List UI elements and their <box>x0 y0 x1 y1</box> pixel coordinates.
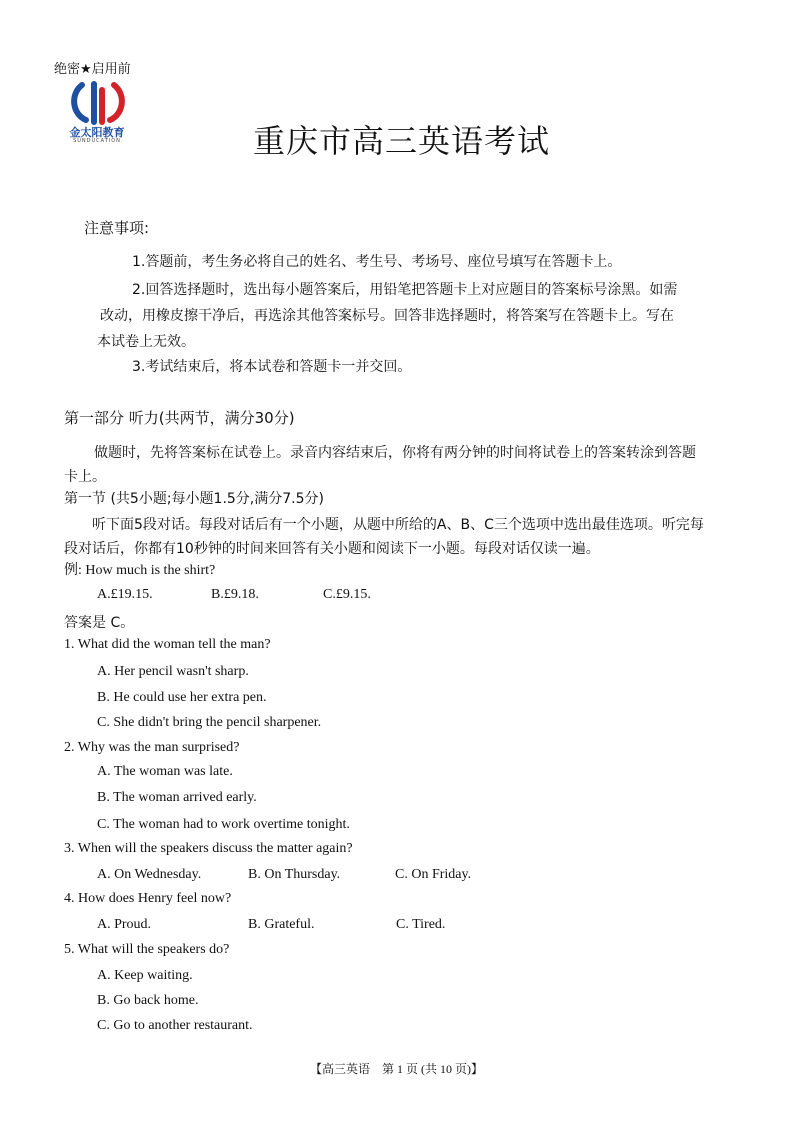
notice-item-1: 1.答题前，考生务必将自己的姓名、考生号、考场号、座位号填写在答题卡上。 <box>132 254 622 270</box>
example-option-a: A.£19.15. <box>97 587 153 602</box>
confidential-label: 绝密★启用前 <box>54 62 131 77</box>
page-footer: 【高三英语 第 1 页 (共 10 页)】 <box>310 1062 483 1076</box>
question-3: 3. When will the speakers discuss the matter again? <box>64 841 353 856</box>
question-4-option-a: A. Proud. <box>97 917 152 932</box>
logo-subtitle: SUNDUCATION <box>73 138 121 144</box>
example-option-b: B.£9.18. <box>211 587 259 602</box>
question-3-option-c: C. On Friday. <box>395 867 472 882</box>
question-2-option-c: C. The woman had to work overtime tonight. <box>97 817 350 832</box>
question-2-option-a: A. The woman was late. <box>97 764 233 779</box>
section1-desc-line-1: 听下面5段对话。每段对话后有一个小题，从题中所给的A、B、C三个选项中选出最佳选项。听完每 <box>92 517 704 533</box>
question-2: 2. Why was the man surprised? <box>64 740 240 755</box>
notice-item-2-line-3: 本试卷上无效。 <box>97 334 195 350</box>
question-4: 4. How does Henry feel now? <box>64 891 232 906</box>
notice-heading: 注意事项: <box>84 219 150 237</box>
page-title: 重庆市高三英语考试 <box>252 122 550 160</box>
question-5-option-c: C. Go to another restaurant. <box>97 1018 253 1033</box>
example-option-c: C.£9.15. <box>323 587 371 602</box>
example-answer: 答案是 C。 <box>64 615 135 631</box>
question-5: 5. What will the speakers do? <box>64 942 230 957</box>
question-1-option-c: C. She didn't bring the pencil sharpener. <box>97 715 322 730</box>
question-1: 1. What did the woman tell the man? <box>64 637 271 652</box>
section1-desc-line-2: 段对话后，你都有10秒钟的时间来回答有关小题和阅读下一小题。每段对话仅读一遍。 <box>64 541 600 557</box>
part1-intro-line-1: 做题时，先将答案标在试卷上。录音内容结束后，你将有两分钟的时间将试卷上的答案转涂到答题 <box>94 445 696 461</box>
question-2-option-b: B. The woman arrived early. <box>97 790 257 805</box>
section1-title: 第一节 (共5小题;每小题1.5分,满分7.5分) <box>64 491 324 507</box>
notice-item-3: 3.考试结束后，将本试卷和答题卡一并交回。 <box>132 359 412 375</box>
question-4-option-c: C. Tired. <box>396 917 446 932</box>
question-1-option-a: A. Her pencil wasn't sharp. <box>97 664 249 679</box>
question-3-option-b: B. On Thursday. <box>248 867 341 882</box>
question-1-option-b: B. He could use her extra pen. <box>97 690 267 705</box>
part1-intro-line-2: 卡上。 <box>64 469 106 485</box>
question-5-option-a: A. Keep waiting. <box>97 968 193 983</box>
question-4-option-b: B. Grateful. <box>248 917 315 932</box>
question-5-option-b: B. Go back home. <box>97 993 199 1008</box>
example-question: 例: How much is the shirt? <box>64 563 216 578</box>
part1-title: 第一部分 听力(共两节，满分30分) <box>64 409 295 427</box>
notice-item-2-line-1: 2.回答选择题时，选出每小题答案后，用铅笔把答题卡上对应题目的答案标号涂黑。如需 <box>132 282 678 298</box>
logo-name: 金太阳教育 <box>69 126 125 139</box>
notice-item-2-line-2: 改动，用橡皮擦干净后，再选涂其他答案标号。回答非选择题时，将答案写在答题卡上。写在 <box>100 308 674 324</box>
question-3-option-a: A. On Wednesday. <box>97 867 202 882</box>
